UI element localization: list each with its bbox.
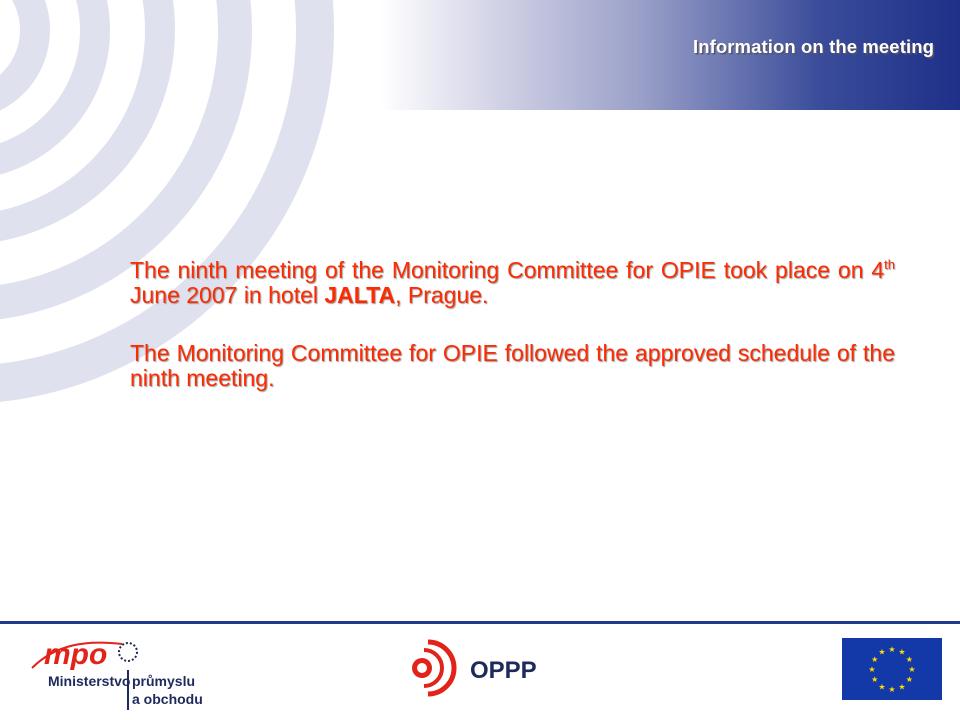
page-title: Information on the meeting [692, 36, 934, 57]
mpo-logo-line1: Ministerstvo [48, 673, 131, 689]
paragraph-meeting-info [130, 258, 895, 308]
mpo-logo-line2: průmyslu [132, 673, 196, 689]
para1-superscript: th [884, 257, 895, 272]
eu-star-icon: ★ [878, 647, 886, 657]
content-body [130, 258, 895, 424]
eu-star-icon: ★ [888, 645, 896, 654]
eu-star-icon: ★ [888, 685, 896, 694]
paragraph-schedule: The Monitoring Committee for OPIE followed the approved schedule of the ninth meeting. [130, 340, 895, 391]
eu-star-icon: ★ [871, 655, 879, 664]
oppp-logo [410, 636, 570, 700]
eu-star-icon: ★ [908, 665, 916, 674]
footer-divider [0, 621, 960, 624]
para1-text-3: , Prague. [395, 282, 489, 308]
eu-star-icon: ★ [905, 675, 913, 684]
para1-text-2: June 2007 in hotel [130, 282, 325, 308]
mpo-logo [26, 630, 226, 714]
eu-star-icon: ★ [898, 682, 906, 692]
mpo-logo-mark: mpo [44, 638, 108, 671]
eu-star-icon: ★ [905, 655, 913, 664]
eu-flag [842, 638, 942, 700]
eu-star-icon: ★ [868, 665, 876, 674]
oppp-logo-text: OPPP [470, 657, 537, 684]
eu-star-icon: ★ [878, 682, 886, 692]
eu-star-icon: ★ [898, 647, 906, 657]
eu-stars-icon [842, 638, 942, 700]
mpo-logo-line3: a obchodu [132, 691, 203, 707]
eu-star-icon: ★ [871, 675, 879, 684]
para1-text-1: The ninth meeting of the Monitoring Committee for OPIE took place on 4 [130, 257, 885, 283]
hotel-name: JALTA [324, 282, 396, 308]
